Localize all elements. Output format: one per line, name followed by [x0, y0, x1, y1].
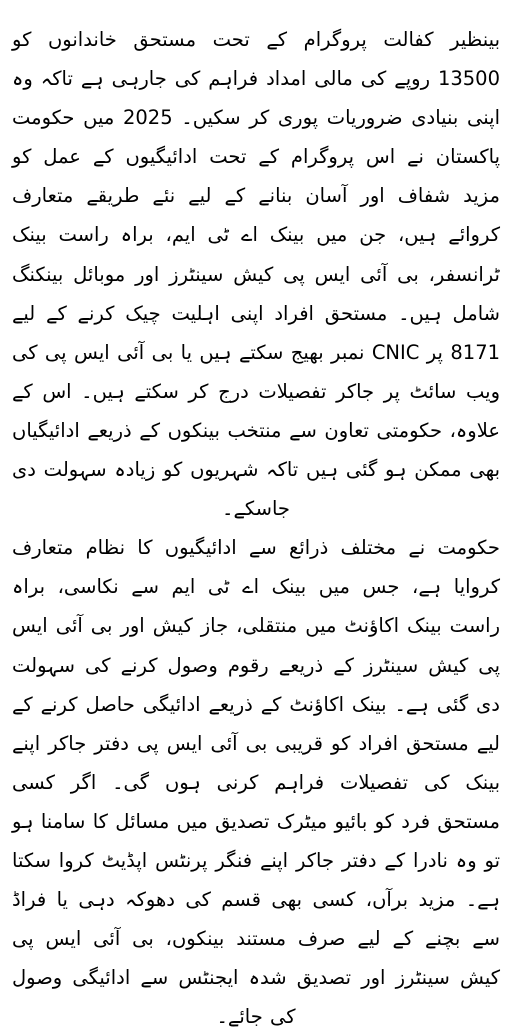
article-paragraph: بینظیر کفالت پروگرام کے تحت مستحق خاندانوں کو 13500 روپے کی مالی امداد فراہم کی جارہی ہے تاکہ وہ اپنی بنیادی ضروریات پوری کر سکیں۔ 2025 میں حکومت پاکستان نے اس پروگرام کے تحت ادائیگیوں کے عمل کو مزید شفاف اور آسان بنانے کے لیے نئے طریقے متعارف کروائے ہیں، جن میں بینک اے ٹی ایم، براہ راست بینک ٹرانسفر، بی آئی ایس پی کیش سینٹرز اور موبائل بینکنگ شامل ہیں۔ مستحق افراد اپنی اہلیت چیک کرنے کے لیے 8171 پر CNIC نمبر بھیج سکتے ہیں یا بی آئی ایس پی کی ویب سائٹ پر جاکر تفصیلات درج کر سکتے ہیں۔ اس کے علاوہ، حکومتی تعاون سے منتخب بینکوں کے ذریعے ادائیگیاں بھی ممکن ہو گئی ہیں تاکہ شہریوں کو زیادہ سہولت دی جاسکے۔ — [12, 28, 501, 521]
article-paragraph: حکومت نے مختلف ذرائع سے ادائیگیوں کا نظام متعارف کروایا ہے، جس میں بینک اے ٹی ایم سے نکاسی، براہ راست بینک اکاؤنٹ میں منتقلی، جاز کیش اور بی آئی ایس پی کیش سینٹرز کے ذریعے رقوم وصول کرنے کی سہولت دی گئی ہے۔ بینک اکاؤنٹ کے ذریعے ادائیگی حاصل کرنے کے لیے مستحق افراد کو قریبی بی آئی ایس پی دفتر جاکر اپنے بینک کی تفصیلات فراہم کرنی ہوں گی۔ اگر کسی مستحق فرد کو بائیو میٹرک تصدیق میں مسائل کا سامنا ہو تو وہ نادرا کے دفتر جاکر اپنے فنگر پرنٹس اپڈیٹ کروا سکتا ہے۔ مزید برآں، کسی بھی قسم کی دھوکہ دہی یا فراڈ سے بچنے کے لیے صرف مستند بینکوں، بی آئی ایس پی کیش سینٹرز اور تصدیق شدہ ایجنٹس سے ادائیگی وصول کی جائے۔ — [12, 536, 500, 1029]
